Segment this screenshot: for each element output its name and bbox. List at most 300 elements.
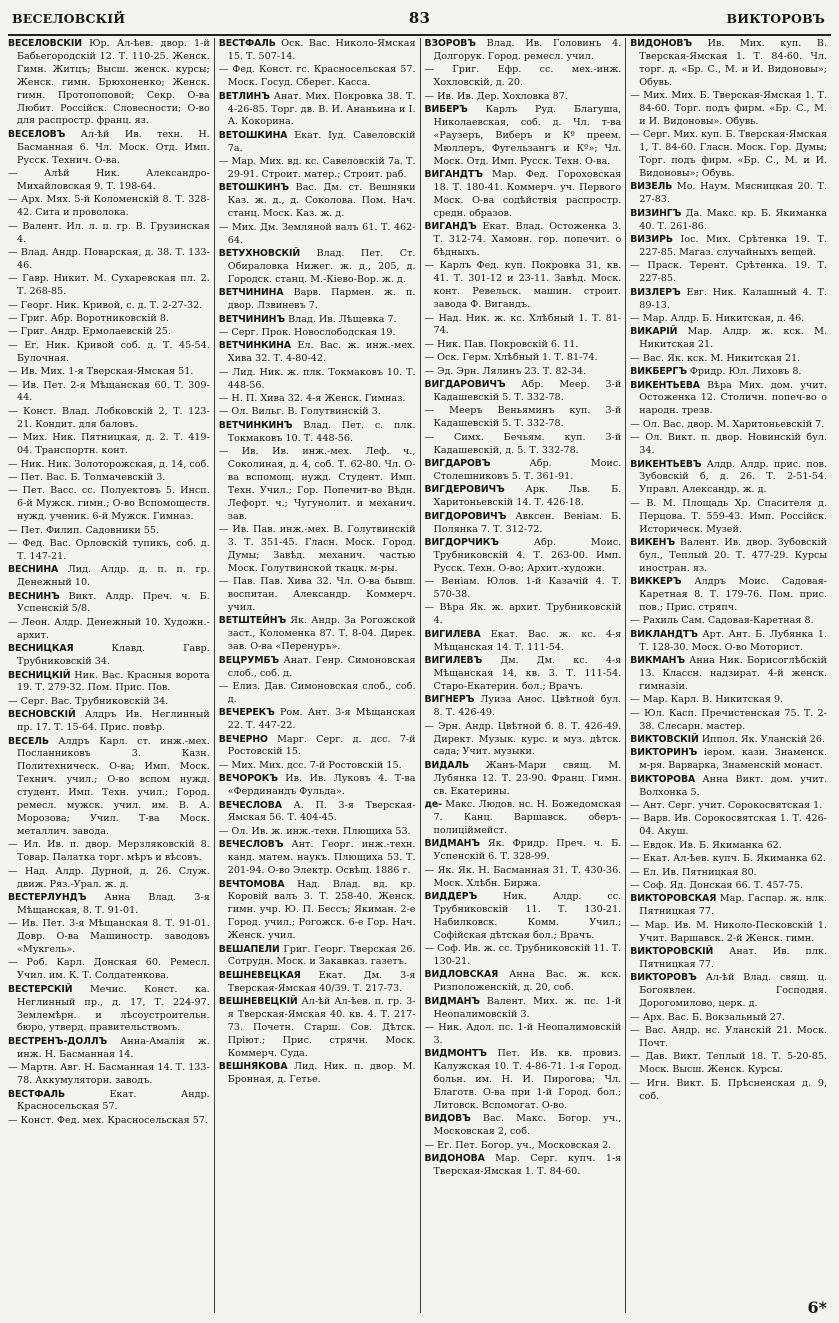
directory-subentry bbox=[8, 696, 210, 709]
entry-details: — Праск. Терент. Срѣтенка. 19. Т. 227-85. bbox=[630, 260, 827, 285]
entry-details: Марг. Серг. д. дсс. 7-й Ростовскій 15. bbox=[227, 733, 416, 758]
entry-details: — Вѣра Як. ж. архит. Трубниковскій 4. bbox=[424, 602, 622, 627]
entry-surname: ВЕЧЕРЕКЪ bbox=[218, 707, 275, 719]
directory-entry bbox=[425, 104, 622, 169]
entry-details: Абр. Моис. Столешниковъ 5. Т. 361-91. bbox=[433, 458, 622, 482]
entry-surname: ВИКТОРОВСКАЯ bbox=[630, 893, 717, 905]
entry-details: Валент. Мих. ж. пс. 1-й Неопалимовскій 3. bbox=[433, 995, 622, 1020]
entry-details: Анна-Амалія ж. инж. Н. Басманная 14. bbox=[17, 1035, 210, 1060]
directory-subentry bbox=[8, 538, 210, 564]
directory-entry bbox=[630, 655, 827, 694]
directory-entry bbox=[425, 458, 622, 484]
entry-surname: ВИДМОНТЪ bbox=[424, 1048, 487, 1060]
entry-surname: ВЕТЧИНИНЪ bbox=[218, 313, 285, 325]
entry-surname: ВИКТОРОВСКІЙ bbox=[630, 946, 714, 958]
directory-entry bbox=[8, 736, 210, 839]
entry-surname: ВЕТЧИНКИНА bbox=[218, 340, 291, 352]
entry-details: Абр. Меер. 3-й Кадашевскій 5. Т. 332-78. bbox=[433, 379, 622, 403]
directory-subentry bbox=[630, 419, 827, 432]
entry-details: Алдръ Ив. Неглинный пр. 17. Т. 15-64. Прис. повѣр. bbox=[17, 709, 210, 734]
entry-surname: ВЕСЕЛОВЪ bbox=[8, 128, 66, 140]
entry-details: Екат. Влад. Остоженка 3. Т. 312-74. Хамовн. гор. попечит. о бѣдныхъ. bbox=[433, 221, 622, 258]
entry-surname: ВЕШНЕВЕЦКАЯ bbox=[218, 969, 301, 981]
entry-details: Ив. Мих. куп. В. Тверская-Ямская 1. Т. 84-60. Чл. торг. д. «Бр. С., М. и И. Видоновы»; Обувь. bbox=[639, 38, 827, 88]
directory-subentry bbox=[8, 1062, 210, 1088]
entry-details: Фридр. Юл. Лиховъ 8. bbox=[689, 366, 802, 378]
entry-surname: ВЕСНИЦКІЙ bbox=[8, 669, 71, 681]
entry-details: — Мар. Ив. М. Николо-Песковскій 1. Учит. Варшавск. 2-й Женск. гимн. bbox=[630, 919, 827, 944]
entry-surname: ВЕТОШКИНЪ bbox=[218, 182, 289, 194]
entry-details: — Веніам. Юлов. 1-й Казачій 4. Т. 570-38. bbox=[424, 576, 622, 601]
entry-details: Ив. Ив. Луковъ 4. Т-ва «Фердинандъ Фульда». bbox=[227, 773, 416, 798]
directory-entry bbox=[630, 459, 827, 498]
page-header bbox=[8, 8, 831, 36]
directory-entry bbox=[630, 747, 827, 773]
directory-subentry bbox=[630, 840, 827, 853]
directory-entry bbox=[8, 892, 210, 918]
entry-details: — Мар. Мих. вд. кс. Савеловскій 7а. Т. 29-91. Строит. матер.; Строит. раб. bbox=[218, 156, 416, 181]
entry-surname: ВИДАЛЬ bbox=[424, 759, 470, 771]
entry-details: — Ив. Пав. инж.-мех. В. Голутвинскій 3. Т. 351-45. Гласн. Моск. Город. Думы; Завѣд. механич. частью Моск. Голутвинской ткацк. м-ры. bbox=[218, 524, 416, 574]
column-3 bbox=[420, 38, 626, 1313]
entry-details: — Н. П. Хива 32. 4-я Женск. Гимназ. bbox=[218, 392, 406, 404]
entry-details: А. П. 3-я Тверская-Ямская 56. Т. 404-45. bbox=[227, 799, 416, 824]
directory-entry bbox=[425, 1153, 622, 1179]
entry-details: Ел. Вас. ж. инж.-мех. Хива 32. Т. 4-80-42. bbox=[227, 340, 416, 365]
entry-details: Ал-ѣй Ал-ѣев. п. гр. 3-я Тверская-Ямская 40. кв. 4. Т. 217-73. Почетн. Старш. Сов. Дѣтск. Пріют.; Прис. стрячн. Моск. Коммерч. Суда. bbox=[227, 996, 416, 1059]
entry-details: — Евдок. Ив. Б. Якиманка 62. bbox=[630, 839, 782, 851]
directory-entry bbox=[8, 670, 210, 696]
entry-details: — Мар. Карл. В. Никитская 9. bbox=[630, 694, 784, 706]
entry-surname: ВИДОНОВЪ bbox=[630, 38, 693, 49]
directory-entry bbox=[219, 734, 416, 760]
entry-surname: ВЕСЕЛОВСКІЙ bbox=[8, 38, 82, 49]
entry-surname: ВИДМАНЪ bbox=[424, 995, 480, 1007]
entry-details: — Ник. Пав. Покровскій 6. 11. bbox=[424, 338, 579, 350]
directory-entry bbox=[630, 287, 827, 313]
directory-entry bbox=[630, 576, 827, 615]
entry-details: — Георг. Ник. Кривой, с. д. Т. 2-27-32. bbox=[8, 299, 203, 311]
directory-subentry bbox=[219, 681, 416, 707]
entry-surname: ВЕТУХНОВСКІЙ bbox=[218, 248, 301, 259]
entry-details: Луиза Анос. Цвѣтной бул. 8. Т. 426-49. bbox=[433, 694, 622, 719]
directory-subentry bbox=[8, 300, 210, 313]
directory-entry bbox=[630, 972, 827, 1011]
directory-subentry bbox=[630, 260, 827, 286]
directory-subentry bbox=[8, 459, 210, 472]
entry-surname: ВИКЛАНДТЪ bbox=[630, 628, 698, 640]
entry-details: Анна Влад. 3-я Мѣщанская, 8. Т. 91-01. bbox=[17, 891, 210, 916]
entry-surname: ВЕСТЕРЛУНДЪ bbox=[8, 891, 87, 903]
entry-details: — Ол. Викт. п. двор. Новинскій бул. 34. bbox=[630, 432, 827, 457]
entry-surname: ВИГДОРЧИКЪ bbox=[424, 536, 499, 548]
entry-details: Алдръ Моис. Садовая-Каретная 8. Т. 179-76. Пом. прис. пов.; Прис. стряпч. bbox=[639, 576, 827, 613]
directory-subentry bbox=[219, 406, 416, 419]
directory-subentry bbox=[630, 853, 827, 866]
directory-entry bbox=[425, 799, 622, 838]
directory-subentry bbox=[8, 168, 210, 194]
entry-details: Ром. Ант. 3-я Мѣщанская 22. Т. 447-22. bbox=[227, 707, 416, 732]
entry-surname: ВИЗИРЬ bbox=[630, 234, 673, 246]
entry-details: Анна Вас. ж. кск. Ризположенскій, д. 20, соб. bbox=[433, 969, 622, 994]
directory-subentry bbox=[630, 1051, 827, 1077]
entry-details: Карлъ Руд. Благуша, Николаевская, соб. д. Чл. т-ва «Раузеръ, Виберъ и Кº преем. Мюллеръ, Фугельзангъ и Кº»; Чл. Моск. Отд. Имп. Русск. Техн. О-ва. bbox=[433, 104, 622, 167]
directory-subentry bbox=[8, 485, 210, 524]
entry-details: Екат. Андр. Красносельская 57. bbox=[17, 1088, 210, 1113]
entry-details: — Ив. Пет. 3-я Мѣщанская 8. Т. 91-01. Довр. О-ва Машиностр. заводовъ «Мукгель». bbox=[8, 918, 210, 956]
directory-entry bbox=[219, 655, 416, 681]
entry-surname: ВИГАНДТЪ bbox=[424, 169, 483, 181]
directory-subentry bbox=[8, 918, 210, 957]
entry-details: — Арх. Вас. Б. Вокзальный 27. bbox=[630, 1011, 786, 1023]
entry-details: — Ол. Вас. двор. М. Харитоньевскій 7. bbox=[630, 418, 825, 430]
directory-entry bbox=[219, 287, 416, 313]
entry-details: Оск. Вас. Николо-Ямская 15. Т. 507-14. bbox=[227, 38, 416, 62]
directory-subentry bbox=[630, 880, 827, 893]
directory-subentry bbox=[8, 326, 210, 339]
entry-details: Дм. Дм. кс. 4-я Мѣщанская 14, кв. 3. Т. 111-54. Старо-Екатерин. бол.; Врачъ. bbox=[433, 655, 622, 692]
entry-details: — Валент. Ил. л. п. гр. В. Грузинская 4. bbox=[8, 220, 210, 245]
directory-subentry bbox=[8, 273, 210, 299]
entry-details: Пет. Ив. кв. провиз. Калужская 10. Т. 4-86-71. 1-я Город. больн. им. Н. И. Пирогова; Чл. Благотв. О-ва при 1-й Город. бол.; Литовск. Вспомогат. О-во. bbox=[433, 1048, 622, 1111]
entry-details: — Ник. Адол. пс. 1-й Неопалимовскій 3. bbox=[424, 1021, 622, 1046]
entry-details: — Ив. Ив. Дер. Хохловка 87. bbox=[424, 90, 568, 102]
entry-details: — Мих. Дм. Земляной валъ 61. Т. 462-64. bbox=[218, 221, 416, 246]
entry-details: — Серг. Мих. куп. Б. Тверская-Ямская 1, Т. 84-60. Гласн. Моск. Гор. Думы; Торг. подъ фирм. «Бр. С., М. и И. Видоновы»; Обувь. bbox=[630, 129, 827, 180]
entry-surname: ВЕСНИНЪ bbox=[8, 590, 60, 602]
entry-details: — Варв. Ив. Сорокосвятская 1. Т. 426-04. Акуш. bbox=[630, 813, 827, 838]
entry-surname: ВЕШАПЕЛИ bbox=[218, 943, 280, 955]
entry-surname: ВИГИЛЕВЪ bbox=[424, 655, 483, 667]
entry-surname: ВЕТЧИНКИНЪ bbox=[218, 419, 293, 431]
entry-details: Клавд. Гавр. Трубниковскій 34. bbox=[17, 643, 210, 668]
entry-details: Над. Влад. вд. кр. Коровій валъ 3. Т. 258-40. Женск. гимн. учр. Ю. П. Бессъ; Якиман. 2-е Город. учил.; Рогожск. 6-е Гор. Нач. Женск. учил. bbox=[227, 878, 416, 942]
entry-details: Юр. Ал-ѣев. двор. 1-й Бабьегородскій 12. Т. 110-25. Женск. Гимн. Житцъ; Высш. женск. курсы; Женск. гимн. Брюхоненко; Женск. гимн. Протопоповой; Секр. О-ва Любит. Россійск. Словесности; О-во для распростр. франц. яз. bbox=[17, 38, 210, 127]
entry-details: Евг. Ник. Калашный 4. Т. 89-13. bbox=[639, 286, 827, 311]
directory-subentry bbox=[425, 339, 622, 352]
entry-details: — Конст. Влад. Лобковскій 2, Т. 123-21. Кондит. для баловъ. bbox=[8, 405, 210, 430]
directory-entry bbox=[425, 38, 622, 64]
entry-surname: ВЕСТФАЛЬ bbox=[8, 1088, 66, 1100]
entry-surname: ВИБЕРЪ bbox=[424, 104, 468, 116]
directory-entry bbox=[630, 893, 827, 919]
directory-entry bbox=[219, 1061, 416, 1087]
entry-details: Ал-ѣй Влад. свящ. ц. Богоявлен. Господня. Дорогомилово, церк. д. bbox=[639, 972, 827, 1010]
column-4 bbox=[625, 38, 831, 1313]
directory-entry bbox=[425, 169, 622, 221]
directory-entry bbox=[425, 1048, 622, 1113]
directory-subentry bbox=[425, 313, 622, 339]
directory-subentry bbox=[630, 813, 827, 839]
entry-surname: ВИГДАРОВИЧЪ bbox=[424, 379, 506, 391]
entry-surname: ВЕСТРЕНЪ-ДОЛЛЪ bbox=[8, 1035, 108, 1047]
entry-surname: ВИЗИНГЪ bbox=[630, 207, 682, 219]
directory-subentry bbox=[425, 352, 622, 365]
entry-details: Анна Викт. дом. учит. Волхонка 5. bbox=[639, 773, 827, 798]
directory-entry bbox=[219, 773, 416, 799]
entry-details: — Ник. Ник. Золоторожская, д. 14, соб. bbox=[8, 458, 210, 470]
entry-surname: ВЕЧОРОКЪ bbox=[218, 773, 278, 785]
entry-details: іером. казн. Знаменск. м-ря. Варварка, Знаменскій монаст. bbox=[639, 747, 827, 772]
entry-details: — Гавр. Никит. М. Сухаревская пл. 2. Т. 268-85. bbox=[8, 273, 210, 298]
entry-details: — Серг. Прок. Новослободская 19. bbox=[218, 326, 396, 338]
entry-details: Мар. Фед. Гороховская 18. Т. 180-41. Коммерч. уч. Первого Моск. О-ва содѣйствія распростр. средн. образов. bbox=[433, 169, 622, 219]
directory-entry bbox=[8, 591, 210, 617]
entry-surname: де- bbox=[424, 799, 442, 811]
directory-subentry bbox=[219, 760, 416, 773]
directory-subentry bbox=[425, 576, 622, 602]
entry-details: — Юл. Касп. Пречистенская 75. Т. 2-38. Слесарн. мастер. bbox=[630, 707, 827, 732]
directory-entry bbox=[8, 709, 210, 735]
entry-details: — Фед. Конст. гс. Красносельская 57. Моск. Госуд. Сберег. Касса. bbox=[218, 64, 416, 89]
entry-details: — Лид. Ник. ж. плк. Токмаковъ 10. Т. 448-56. bbox=[218, 366, 416, 391]
entry-details: — Алѣй Ник. Александро-Михайловская 9. Т. 198-64. bbox=[8, 168, 210, 192]
entry-details: — Ант. Серг. учит. Сорокосвятская 1. bbox=[630, 800, 823, 812]
entry-details: Екат. Дм. 3-я Тверская-Ямская 40/39. Т. 217-73. bbox=[227, 969, 416, 994]
signature-mark: 6* bbox=[807, 1298, 827, 1317]
entry-details: Ник. Вас. Красныя ворота 19. Т. 279-32. Пом. Прис. Пов. bbox=[17, 669, 210, 694]
entry-surname: ВЕТЛИНЪ bbox=[218, 90, 270, 102]
directory-entry bbox=[630, 380, 827, 419]
entry-details: Як. Фридр. Преч. ч. Б. Успенскій 6. Т. 328-99. bbox=[433, 838, 622, 863]
entry-surname: ВИКЕНТЬЕВА bbox=[630, 379, 700, 391]
directory-subentry bbox=[8, 247, 210, 273]
directory-entry bbox=[630, 734, 827, 747]
entry-details: — Фед. Вас. Орловскій тупикъ, соб. д. Т. 147-21. bbox=[8, 537, 210, 562]
entry-details: Григ. Георг. Тверская 26. Сотрудн. Моск. и Закавказ. газетъ. bbox=[227, 943, 416, 968]
directory-entry bbox=[425, 760, 622, 799]
directory-subentry bbox=[219, 327, 416, 340]
directory-entry bbox=[630, 326, 827, 352]
directory-entry bbox=[425, 629, 622, 655]
entry-details: — Над. Алдр. Дурной, д. 26. Служ. движ. Ряз.-Урал. ж. д. bbox=[8, 865, 210, 890]
entry-details: Авксен. Веніам. Б. Полянка 7. Т. 312-72. bbox=[433, 510, 622, 535]
entry-details: Ал-ѣй Ив. техн. Н. Басманная 6. Чл. Моск. Отд. Имп. Русск. Технич. О-ва. bbox=[17, 128, 210, 166]
directory-entry bbox=[425, 221, 622, 260]
directory-subentry bbox=[630, 1025, 827, 1051]
entry-details: Лид. Алдр. д. п. п. гр. Денежный 10. bbox=[17, 564, 210, 589]
directory-entry bbox=[425, 511, 622, 537]
entry-details: Мар. Алдр. ж. кск. М. Никитская 21. bbox=[639, 326, 827, 351]
entry-details: — Эрн. Андр. Цвѣтной б. 8. Т. 426-49. Директ. Музык. курс. и муз. дѣтск. сада; Учит. музыки. bbox=[424, 720, 622, 758]
directory-entry bbox=[219, 839, 416, 878]
entry-details: Влад. Пет. Ст. Обираловка Нижег. ж. д., 205, д. Городск. станц. М.-Кіево-Вор. ж. д. bbox=[227, 248, 416, 285]
entry-details: Анна Ник. Борисоглѣбскій 13. Классн. надзират. 4-й женск. гимназіи. bbox=[639, 655, 827, 692]
directory-entry bbox=[8, 1036, 210, 1062]
entry-details: Влад. Ив. Головинъ 4. Долгорук. Город. ремесл. учил. bbox=[433, 38, 622, 62]
entry-surname: ВИГДЕРОВИЧЪ bbox=[424, 484, 505, 496]
entry-details: Ант. Георг. инж.-техн. канд. матем. наукъ. Плющиха 53. Т. 201-94. О-во Электр. Освѣщ. 1886 г. bbox=[227, 839, 416, 877]
entry-surname: ВЕСТЕРСКІЙ bbox=[8, 983, 73, 995]
directory-entry bbox=[219, 420, 416, 446]
entry-details: — Мих. Ник. Пятницкая, д. 2. Т. 419-04. Транспортн. конт. bbox=[8, 432, 210, 457]
directory-entry bbox=[8, 643, 210, 669]
entry-surname: ВИКТОРИНЪ bbox=[630, 747, 698, 759]
entry-details: — Пав. Пав. Хива 32. Чл. О-ва бывш. воспитан. Александр. Коммерч. учил. bbox=[218, 576, 416, 613]
directory-entry bbox=[425, 655, 622, 694]
entry-details: Валент. Ив. двор. Зубовскій бул., Теплый 20. Т. 477-29. Курсы иностран. яз. bbox=[639, 536, 827, 574]
entry-details: — Мар. Алдр. Б. Никитская, д. 46. bbox=[630, 313, 805, 325]
entry-details: Лид. Ник. п. двор. М. Бронная, д. Гетье. bbox=[227, 1061, 416, 1086]
entry-details: — Ив. Ив. инж.-мех. Леф. ч., Соколиная, д. 4, соб. Т. 62-80. Чл. О-ва вспомощ. нужд. Студент. Имп. Техн. Учил.; Гор. Попечит-во Вѣдн. Лефорт. ч.; Чугунолит. и механич. зав. bbox=[218, 446, 416, 522]
entry-details: — Ег. Ник. Кривой соб. д. Т. 45-54. Булочная. bbox=[8, 339, 210, 364]
directory-subentry bbox=[8, 194, 210, 220]
entry-details: Екат. Вас. ж. кс. 4-я Мѣщанская 14. Т. 111-54. bbox=[433, 628, 622, 653]
entry-details: — Ив. Мих. 1-я Тверская-Ямская 51. bbox=[8, 366, 194, 378]
entry-details: Анат. Ив. плк. Пятницкая 77. bbox=[639, 946, 827, 970]
page-number: 83 bbox=[408, 9, 431, 27]
directory-subentry bbox=[630, 432, 827, 458]
directory-subentry bbox=[630, 708, 827, 734]
directory-entry bbox=[219, 340, 416, 366]
entry-details: — Пет. Вас. Б. Толмачевскій 3. bbox=[8, 471, 166, 483]
directory-entry bbox=[425, 694, 622, 720]
entry-surname: ВИКБЕРГЪ bbox=[630, 366, 687, 378]
directory-entry bbox=[425, 996, 622, 1022]
entry-details: — Мартн. Авг. Н. Басманная 14. Т. 133-78. Аккумуляторн. заводъ. bbox=[8, 1062, 210, 1087]
entry-surname: ВИГДОРОВИЧЪ bbox=[424, 510, 507, 522]
entry-details: — Влад. Андр. Поварская, д. 38. Т. 133-46. bbox=[8, 247, 210, 271]
directory-subentry bbox=[630, 694, 827, 707]
entry-details: — Игн. Викт. Б. Прѣсненская д. 9, соб. bbox=[630, 1077, 827, 1102]
directory-subentry bbox=[425, 943, 622, 969]
directory-subentry bbox=[8, 839, 210, 865]
entry-details: Ник. Алдр. сс. Трубниковскій 11. Т. 130-21. Набилковск. Комм. Учил.; Софійская дѣтская бол.; Врачъ. bbox=[433, 890, 622, 941]
entry-surname: ВИКАРІЙ bbox=[630, 326, 678, 338]
directory-entry bbox=[8, 38, 210, 128]
directory-entry bbox=[219, 970, 416, 996]
entry-surname: ВЕШНЕВЕЦКІЙ bbox=[218, 996, 298, 1008]
directory-subentry bbox=[630, 498, 827, 537]
entry-details: — Ив. Пет. 2-я Мѣщанская 60. Т. 309-44. bbox=[8, 379, 210, 404]
directory-subentry bbox=[425, 405, 622, 431]
entry-details: — Серг. Вас. Трубниковскій 34. bbox=[8, 695, 169, 707]
column-1 bbox=[8, 38, 214, 1313]
directory-subentry bbox=[630, 920, 827, 946]
directory-subentry bbox=[8, 366, 210, 379]
entry-details: — Эд. Эрн. Лялинъ 23. Т. 82-34. bbox=[424, 365, 587, 377]
entry-details: — Рахиль Сам. Садовая-Каретная 8. bbox=[630, 615, 814, 627]
directory-subentry bbox=[630, 800, 827, 813]
entry-details: Арт. Ант. Б. Лубянка 1. Т. 128-30. Моск. О-во Моторист. bbox=[639, 628, 827, 653]
directory-subentry bbox=[8, 340, 210, 366]
directory-subentry bbox=[219, 367, 416, 393]
entry-surname: ВИКТОРОВЪ bbox=[630, 972, 697, 984]
directory-subentry bbox=[8, 1115, 210, 1128]
directory-subentry bbox=[425, 721, 622, 760]
entry-details: — Як. Як. Н. Басманная 31. Т. 430-36. Моск. Хлѣбн. Биржа. bbox=[424, 864, 622, 889]
entry-surname: ВИКЕНЪ bbox=[630, 536, 675, 548]
directory-subentry bbox=[425, 1140, 622, 1153]
entry-details: Мар. Серг. купч. 1-я Тверская-Ямская 1. Т. 84-60. bbox=[433, 1153, 622, 1177]
directory-subentry bbox=[630, 90, 827, 129]
entry-details: — Дав. Викт. Теплый 18. Т. 5-20-85. Моск. Высш. Женск. Курсы. bbox=[630, 1051, 827, 1076]
entry-surname: ВЕТОШКИНА bbox=[218, 129, 288, 141]
entry-details: Жанъ-Мари свящ. М. Лубянка 12. Т. 23-90. Франц. Гимн. св. Екатерины. bbox=[433, 759, 622, 797]
entry-surname: ВЕЧЕСЛОВЪ bbox=[218, 839, 284, 851]
directory-subentry bbox=[8, 617, 210, 643]
entry-details: Да. Макс. кр. Б. Якиманка 40. Т. 261-86. bbox=[639, 207, 827, 232]
entry-surname: ВЕСНОВСКІЙ bbox=[8, 709, 76, 721]
entry-surname: ВЕТШТЕЙНЪ bbox=[218, 615, 287, 627]
entry-details: Алдр. Алдр. прис. пов. Зубовскій б, д. 26. Т. 2-51-54. Управл. Александр. ж. д. bbox=[639, 458, 827, 496]
directory-subentry bbox=[8, 866, 210, 892]
directory-subentry bbox=[630, 1012, 827, 1025]
entry-surname: ВЕСНИНА bbox=[8, 564, 59, 576]
entry-details: — Екат. Ал-ѣев. купч. Б. Якиманка 62. bbox=[630, 853, 826, 865]
entry-details: — Соф. Ив. ж. сс. Трубниковскій 11. Т. 130-21. bbox=[424, 943, 622, 967]
entry-details: — Ол. Вильг. В. Голутвинскій 3. bbox=[218, 406, 381, 418]
entry-surname: ВИГАНДЪ bbox=[424, 221, 477, 233]
entry-details: — Ол. Ив. ж. инж.-техн. Плющиха 53. bbox=[218, 825, 411, 837]
directory-entry bbox=[219, 879, 416, 944]
directory-subentry bbox=[219, 446, 416, 523]
entry-surname: ВИККЕРЪ bbox=[630, 576, 682, 588]
entry-details: — Елиз. Дав. Симоновская слоб., соб. д. bbox=[218, 680, 416, 705]
directory-entry bbox=[425, 838, 622, 864]
entry-surname: ВИКТОВСКІЙ bbox=[630, 734, 699, 746]
entry-details: — Ег. Пет. Богор. уч., Московская 2. bbox=[424, 1139, 612, 1151]
entry-details: — Мих. Мих. Б. Тверская-Ямская 1. Т. 84-60. Торг. подъ фирм. «Бр. С., М. и И. Видоновы». Обувь. bbox=[630, 90, 827, 127]
entry-details: — Ил. Ив. п. двор. Мерзляковскій 8. Товар. Палатка торг. мѣръ и вѣсовъ. bbox=[8, 839, 210, 864]
directory-subentry bbox=[425, 91, 622, 104]
entry-details: Влад. Ив. Лѣщевка 7. bbox=[288, 313, 397, 325]
entry-details: — Пет. Васс. сс. Полуектовъ 5. Инсп. 6-й Мужск. гимн.; О-во Вспомоществ. нужд. ученик. 6-й Мужск. Гимназ. bbox=[8, 485, 210, 523]
entry-surname: ВЕЧТОМОВА bbox=[218, 878, 285, 890]
entry-details: — Роб. Карл. Донская 60. Ремесл. Учил. им. К. Т. Солдатенкова. bbox=[8, 957, 210, 982]
directory-entry bbox=[8, 129, 210, 168]
entry-surname: ВИДЛОВСКАЯ bbox=[424, 969, 499, 981]
directory-subentry bbox=[219, 524, 416, 576]
directory-entry bbox=[630, 946, 827, 972]
directory-subentry bbox=[219, 576, 416, 615]
directory-entry bbox=[8, 564, 210, 590]
entry-details: Арк. Льв. Б. Харитоньевскій 14. Т. 426-18. bbox=[433, 484, 622, 509]
directory-entry bbox=[630, 366, 827, 379]
running-head-right: ВИКТОРОВЪ bbox=[726, 11, 825, 26]
directory-entry bbox=[425, 1113, 622, 1139]
entry-details: Абр. Моис. Трубниковскій 4. Т. 263-00. Имп. Русск. Техн. О-во; Архит.-художн. bbox=[433, 536, 622, 574]
entry-details: Іос. Мих. Срѣтенка 19. Т. 227-85. Магаз. случайныхъ вещей. bbox=[639, 234, 827, 258]
directory-subentry bbox=[630, 1078, 827, 1104]
entry-surname: ВИДДЕРЪ bbox=[424, 890, 478, 902]
entry-details: — Пет. Филип. Садовники 55. bbox=[8, 524, 160, 536]
entry-details: — Мих. Мих. дсс. 7-й Ростовскій 15. bbox=[218, 759, 402, 771]
directory-entry bbox=[219, 314, 416, 327]
directory-subentry bbox=[425, 865, 622, 891]
entry-surname: ВИКМАНЪ bbox=[630, 655, 685, 667]
entry-details: — Мееръ Веньяминъ куп. 3-й Кадашевскій 5. Т. 332-78. bbox=[424, 405, 622, 430]
directory-subentry bbox=[219, 64, 416, 90]
entry-details: — Арх. Мях. 5-й Коломенскій 8. Т. 328-42. Сита и проволока. bbox=[8, 194, 210, 219]
entry-details: — Ел. Ив. Пятницкая 80. bbox=[630, 866, 757, 878]
directory-subentry bbox=[219, 826, 416, 839]
directory-entry bbox=[425, 891, 622, 943]
directory-subentry bbox=[425, 260, 622, 312]
directory-entry bbox=[630, 629, 827, 655]
entry-details: — Оск. Герм. Хлѣбный 1. Т. 81-74. bbox=[424, 352, 598, 364]
directory-entry bbox=[630, 234, 827, 260]
entry-surname: ВИДОНОВА bbox=[424, 1153, 485, 1165]
entry-surname: ВЕТЧИНИНА bbox=[218, 287, 284, 299]
entry-details: Алдръ Карл. ст. инж.-мех. Посланниковъ 3. Казн. Политехническ. О-ва; Имп. Моск. Технич. учил.; О-во вспом нужд. студент. Имп. Техн. учил.; Город. ремесл. мужск. учил. им. В. А. Морозова; Учил. Т-ва Моск. металлич. завода. bbox=[17, 735, 210, 837]
directory-subentry bbox=[630, 615, 827, 628]
directory-entry bbox=[219, 996, 416, 1061]
entry-details: — Вас. Як. кск. М. Никитская 21. bbox=[630, 352, 801, 364]
directory-subentry bbox=[425, 602, 622, 628]
directory-entry bbox=[219, 182, 416, 221]
directory-entry bbox=[219, 707, 416, 733]
